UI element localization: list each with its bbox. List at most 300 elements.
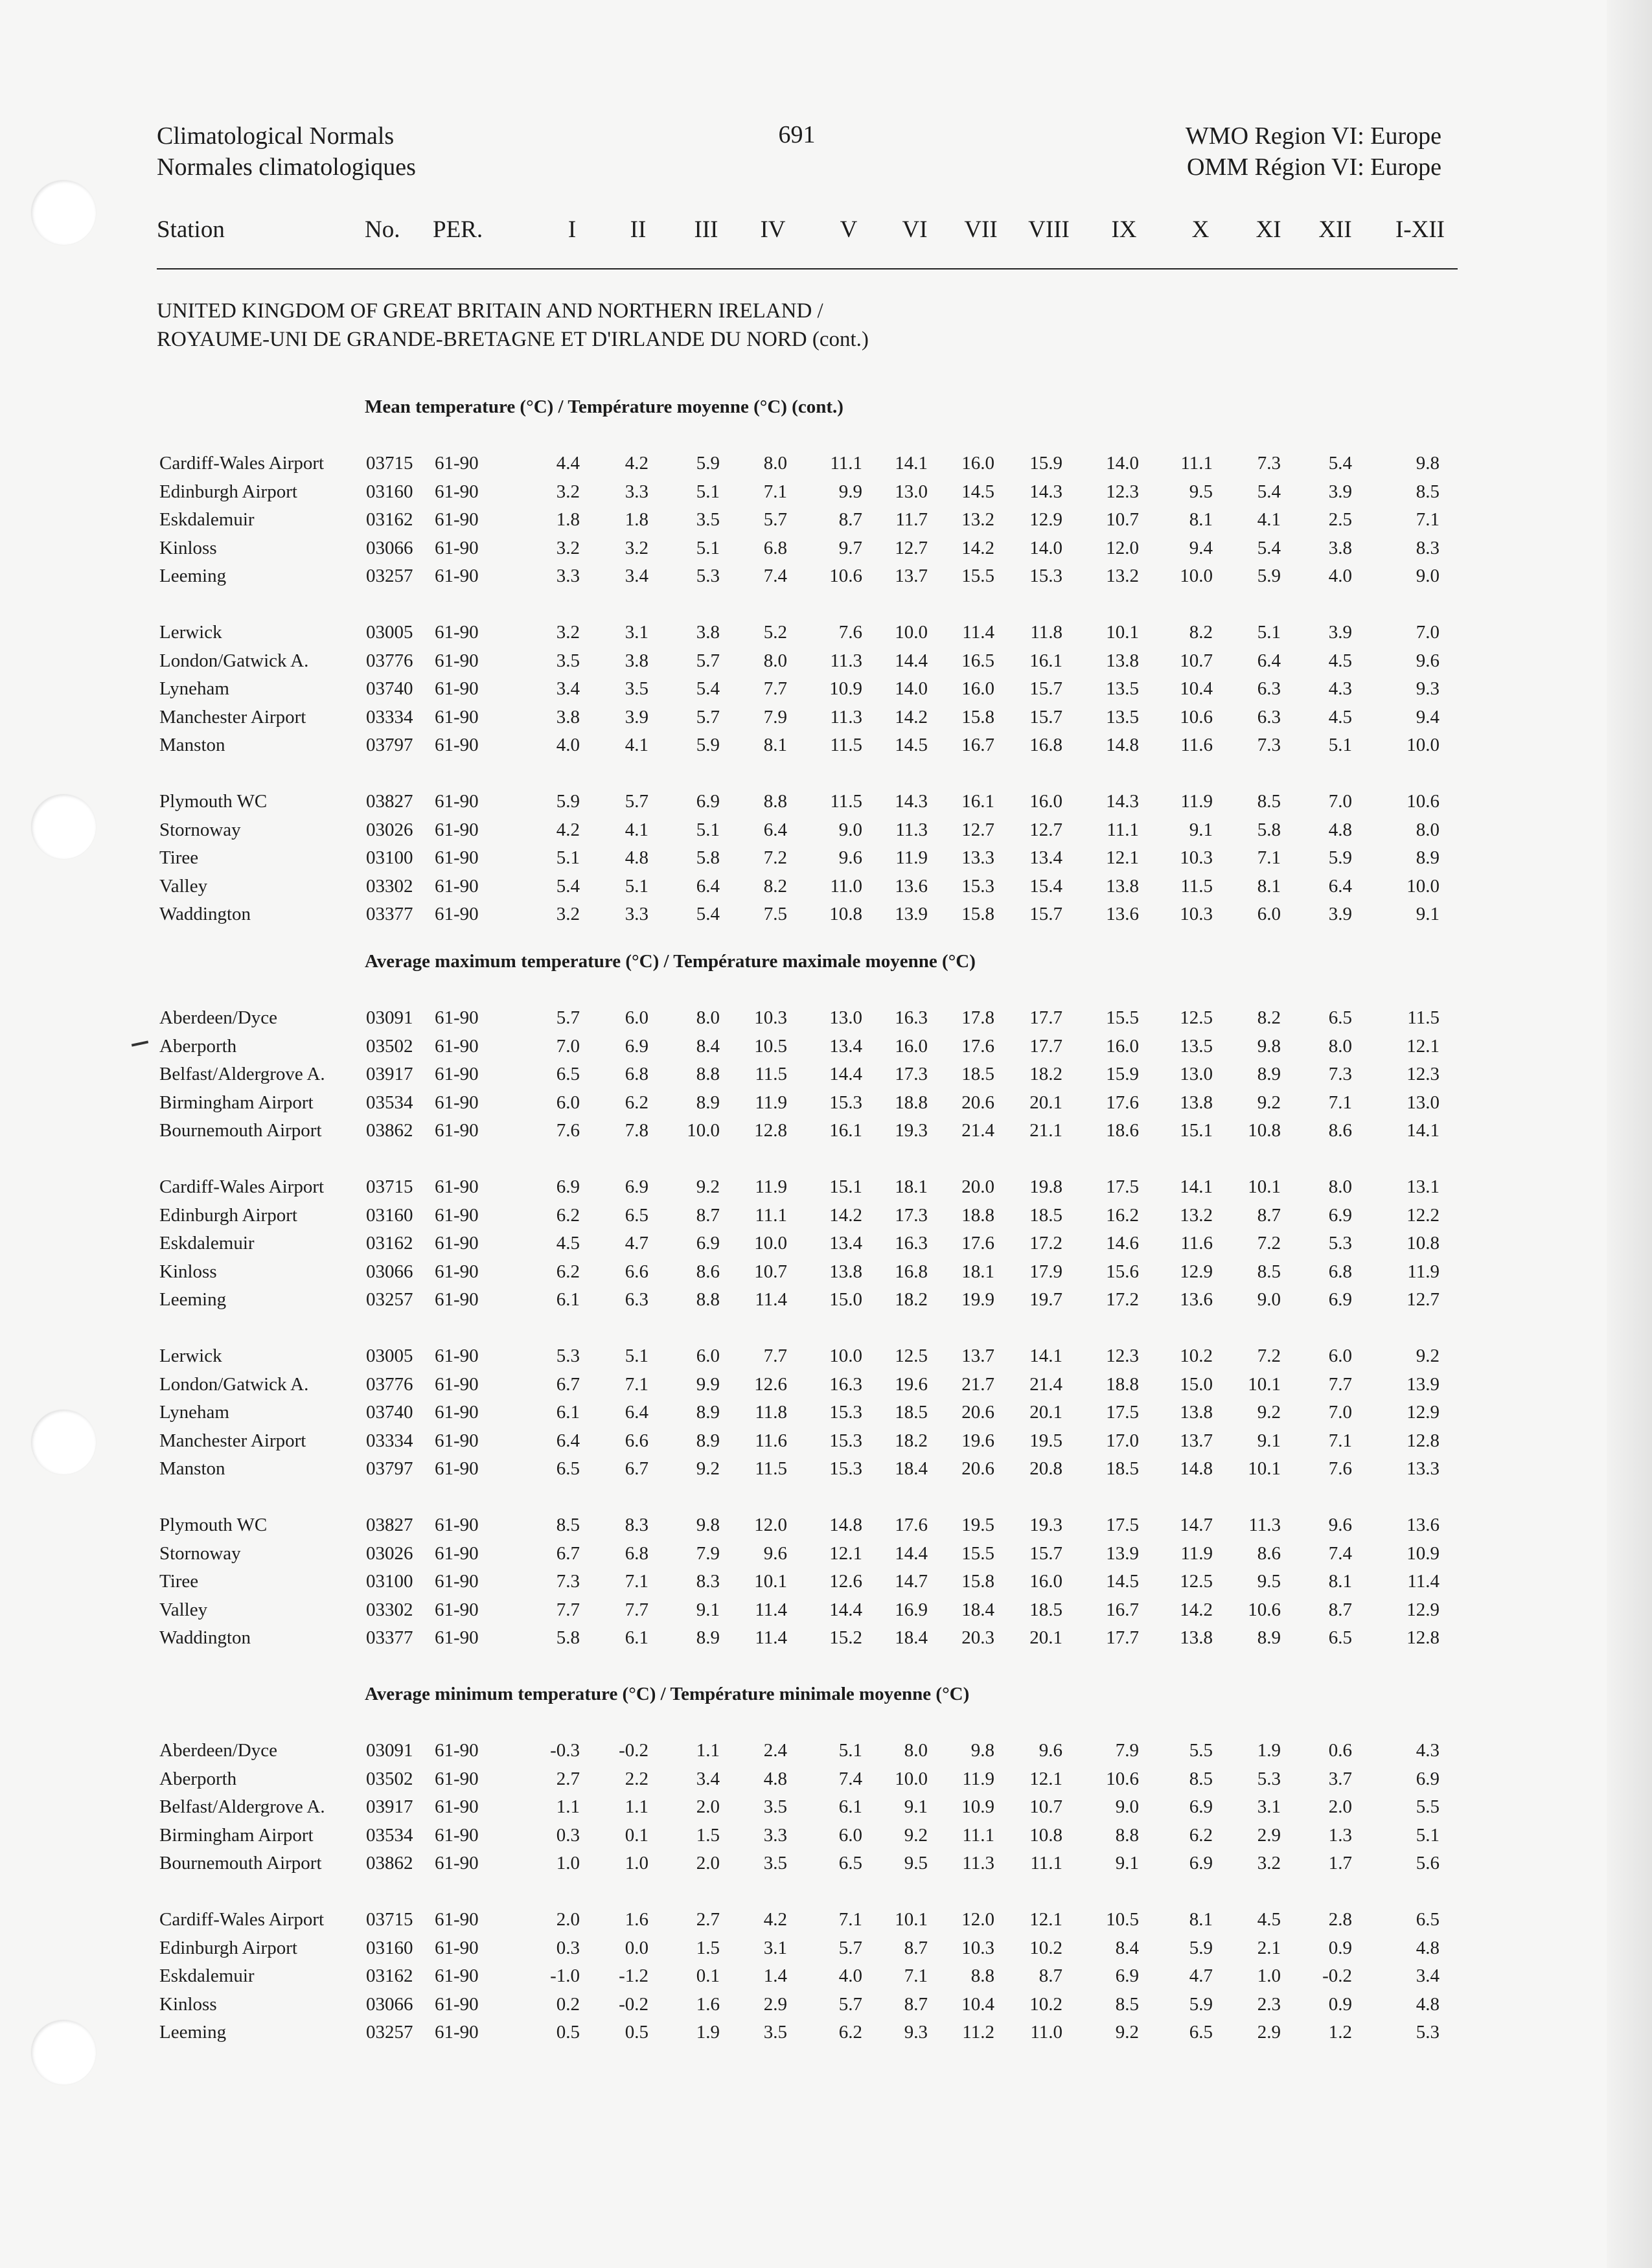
header-region-en: WMO Region VI: Europe xyxy=(1185,122,1441,150)
value-xii: 6.9 xyxy=(1328,1289,1352,1310)
station-name: Aberdeen/Dyce xyxy=(159,1740,277,1761)
value-x: 13.7 xyxy=(1180,1430,1213,1451)
value-ix: 16.7 xyxy=(1106,1599,1139,1620)
station-number: 03100 xyxy=(366,847,413,868)
value-vii: 17.8 xyxy=(961,1007,994,1028)
value-ix: 17.5 xyxy=(1106,1402,1139,1423)
value-xii: 0.9 xyxy=(1328,1994,1352,2015)
period: 61-90 xyxy=(435,1205,479,1226)
value-xi: 9.1 xyxy=(1257,1430,1281,1451)
value-xi: 5.9 xyxy=(1257,566,1281,586)
period: 61-90 xyxy=(435,622,479,643)
value-vii: 14.2 xyxy=(961,538,994,558)
value-viii: 10.2 xyxy=(1029,1994,1062,2015)
value-i: 8.5 xyxy=(556,1515,580,1535)
table-row xyxy=(0,1116,1652,1145)
station-number: 03377 xyxy=(366,904,413,924)
value-viii: 17.9 xyxy=(1029,1261,1062,1282)
station-number: 03091 xyxy=(366,1007,413,1028)
station-number: 03776 xyxy=(366,650,413,671)
value-v: 12.1 xyxy=(829,1543,862,1564)
value-xi: 8.2 xyxy=(1257,1007,1281,1028)
value-i: 2.7 xyxy=(556,1769,580,1789)
station-number: 03502 xyxy=(366,1036,413,1057)
value-x: 9.5 xyxy=(1189,481,1213,502)
value-xi: 8.1 xyxy=(1257,876,1281,897)
value-i: 6.4 xyxy=(556,1430,580,1451)
value-i: 3.5 xyxy=(556,650,580,671)
value-viii: 15.7 xyxy=(1029,1543,1062,1564)
value-xi: 5.1 xyxy=(1257,622,1281,643)
value-iv: 3.5 xyxy=(763,2022,787,2043)
station-name: Waddington xyxy=(159,1627,251,1648)
value-vi: 17.6 xyxy=(895,1515,928,1535)
value-xii: 4.5 xyxy=(1328,650,1352,671)
station-number: 03066 xyxy=(366,1261,413,1282)
value-viii: 19.8 xyxy=(1029,1176,1062,1197)
value-iii: 5.1 xyxy=(696,819,720,840)
value-vi: 10.0 xyxy=(895,622,928,643)
value-vii: 10.4 xyxy=(961,1994,994,2015)
value-ix: 13.9 xyxy=(1106,1543,1139,1564)
value-vi: 13.6 xyxy=(895,876,928,897)
value-v: 5.1 xyxy=(838,1740,862,1761)
value-vii: 8.8 xyxy=(970,1965,994,1986)
value-ii: 3.1 xyxy=(625,622,648,643)
table-row xyxy=(0,1511,1652,1539)
value-vi: 14.3 xyxy=(895,791,928,812)
value-xi: 9.2 xyxy=(1257,1092,1281,1113)
value-i-xii: 10.6 xyxy=(1406,791,1440,812)
value-viii: 14.0 xyxy=(1029,538,1062,558)
value-xi: 5.4 xyxy=(1257,538,1281,558)
value-vii: 18.8 xyxy=(961,1205,994,1226)
value-v: 13.4 xyxy=(829,1233,862,1254)
station-name: Manchester Airport xyxy=(159,1430,306,1451)
value-xii: 6.9 xyxy=(1328,1205,1352,1226)
value-vi: 14.4 xyxy=(895,1543,928,1564)
value-vii: 19.6 xyxy=(961,1430,994,1451)
column-header-vi: VI xyxy=(902,216,928,243)
table-row xyxy=(0,674,1652,703)
value-iv: 7.7 xyxy=(763,678,787,699)
value-iv: 11.9 xyxy=(755,1092,787,1113)
value-ix: 11.1 xyxy=(1107,819,1139,840)
value-ix: 12.3 xyxy=(1106,1346,1139,1366)
value-xii: 8.0 xyxy=(1328,1036,1352,1057)
value-i: 6.5 xyxy=(556,1064,580,1084)
value-ix: 14.6 xyxy=(1106,1233,1139,1254)
value-viii: 15.7 xyxy=(1029,904,1062,924)
value-xii: 7.0 xyxy=(1328,1402,1352,1423)
column-header-xi: XI xyxy=(1256,216,1281,243)
value-vii: 17.6 xyxy=(961,1233,994,1254)
station-name: Belfast/Aldergrove A. xyxy=(159,1064,325,1084)
value-i-xii: 9.8 xyxy=(1416,453,1440,474)
value-i-xii: 4.8 xyxy=(1416,1938,1440,1958)
value-xii: 7.4 xyxy=(1328,1543,1352,1564)
station-number: 03797 xyxy=(366,1458,413,1479)
column-header-xii: XII xyxy=(1318,216,1352,243)
value-i: 5.7 xyxy=(556,1007,580,1028)
period: 61-90 xyxy=(435,1374,479,1395)
value-iv: 11.5 xyxy=(755,1064,787,1084)
value-ii: 7.1 xyxy=(625,1571,648,1592)
value-i: -1.0 xyxy=(550,1965,580,1986)
value-xii: 5.4 xyxy=(1328,453,1352,474)
value-ii: 1.0 xyxy=(625,1853,648,1873)
country-title-en: UNITED KINGDOM OF GREAT BRITAIN AND NORTHERN IRELAND / xyxy=(157,299,823,323)
value-ii: 4.1 xyxy=(625,735,648,755)
value-iii: 9.9 xyxy=(696,1374,720,1395)
value-ix: 12.3 xyxy=(1106,481,1139,502)
value-ii: 3.3 xyxy=(625,481,648,502)
value-iv: 4.8 xyxy=(763,1769,787,1789)
value-iii: 8.0 xyxy=(696,1007,720,1028)
value-v: 6.5 xyxy=(838,1853,862,1873)
value-iii: 5.3 xyxy=(696,566,720,586)
value-x: 6.5 xyxy=(1189,2022,1213,2043)
value-xii: 7.1 xyxy=(1328,1092,1352,1113)
value-i: -0.3 xyxy=(550,1740,580,1761)
value-ix: 14.3 xyxy=(1106,791,1139,812)
value-vi: 10.1 xyxy=(895,1909,928,1930)
value-xi: 8.6 xyxy=(1257,1543,1281,1564)
value-ii: 6.1 xyxy=(625,1627,648,1648)
value-i: 0.2 xyxy=(556,1994,580,2015)
column-header-ix: IX xyxy=(1111,216,1137,243)
station-number: 03797 xyxy=(366,735,413,755)
value-xii: 6.5 xyxy=(1328,1007,1352,1028)
value-i: 4.5 xyxy=(556,1233,580,1254)
value-v: 15.3 xyxy=(829,1092,862,1113)
station-name: Aberporth xyxy=(159,1769,237,1789)
value-iii: 8.8 xyxy=(696,1064,720,1084)
value-i-xii: 13.0 xyxy=(1406,1092,1440,1113)
value-ix: 10.6 xyxy=(1106,1769,1139,1789)
value-i: 6.1 xyxy=(556,1289,580,1310)
value-vi: 8.7 xyxy=(904,1938,928,1958)
value-viii: 15.7 xyxy=(1029,678,1062,699)
value-x: 6.9 xyxy=(1189,1796,1213,1817)
value-v: 13.4 xyxy=(829,1036,862,1057)
value-xi: 6.4 xyxy=(1257,650,1281,671)
value-i: 6.5 xyxy=(556,1458,580,1479)
value-xi: 2.3 xyxy=(1257,1994,1281,2015)
value-xi: 10.1 xyxy=(1248,1176,1281,1197)
value-i-xii: 9.6 xyxy=(1416,650,1440,671)
value-v: 10.9 xyxy=(829,678,862,699)
value-x: 12.5 xyxy=(1180,1571,1213,1592)
value-iv: 10.0 xyxy=(754,1233,787,1254)
value-x: 11.6 xyxy=(1180,1233,1213,1254)
value-v: 11.1 xyxy=(830,453,862,474)
value-i-xii: 8.3 xyxy=(1416,538,1440,558)
value-xii: 0.9 xyxy=(1328,1938,1352,1958)
value-i-xii: 10.0 xyxy=(1406,735,1440,755)
value-iii: 0.1 xyxy=(696,1965,720,1986)
station-name: Cardiff-Wales Airport xyxy=(159,453,325,474)
value-ix: 13.8 xyxy=(1106,876,1139,897)
value-xi: 9.0 xyxy=(1257,1289,1281,1310)
page-number: 691 xyxy=(778,121,816,148)
station-name: Valley xyxy=(159,1599,208,1620)
value-iii: 8.9 xyxy=(696,1402,720,1423)
table-row xyxy=(0,1793,1652,1821)
value-vii: 15.5 xyxy=(961,1543,994,1564)
value-v: 11.3 xyxy=(830,707,862,727)
table-row xyxy=(0,1285,1652,1314)
station-number: 03715 xyxy=(366,453,413,474)
value-i: 5.3 xyxy=(556,1346,580,1366)
value-iv: 12.0 xyxy=(754,1515,787,1535)
header-region-fr: OMM Région VI: Europe xyxy=(1187,154,1441,181)
value-ix: 10.1 xyxy=(1106,622,1139,643)
value-iv: 11.4 xyxy=(755,1627,787,1648)
value-vi: 11.3 xyxy=(895,819,928,840)
period: 61-90 xyxy=(435,481,479,502)
column-header-vii: VII xyxy=(964,216,998,243)
period: 61-90 xyxy=(435,1994,479,2015)
value-ii: 7.1 xyxy=(625,1374,648,1395)
value-ix: 8.4 xyxy=(1115,1938,1139,1958)
value-i: 7.3 xyxy=(556,1571,580,1592)
period: 61-90 xyxy=(435,1571,479,1592)
value-ix: 14.0 xyxy=(1106,453,1139,474)
value-vi: 11.9 xyxy=(895,847,928,868)
table-row xyxy=(0,731,1652,759)
value-iv: 10.7 xyxy=(754,1261,787,1282)
value-viii: 12.7 xyxy=(1029,819,1062,840)
period: 61-90 xyxy=(435,1769,479,1789)
value-iv: 11.4 xyxy=(755,1599,787,1620)
value-ix: 17.2 xyxy=(1106,1289,1139,1310)
table-row xyxy=(0,1342,1652,1370)
value-iv: 8.1 xyxy=(763,735,787,755)
value-i-xii: 12.8 xyxy=(1406,1627,1440,1648)
value-xii: 6.4 xyxy=(1328,876,1352,897)
value-vi: 19.3 xyxy=(895,1120,928,1141)
value-iii: 9.2 xyxy=(696,1176,720,1197)
column-header-iii: III xyxy=(694,216,718,243)
value-v: 7.1 xyxy=(838,1909,862,1930)
table-row xyxy=(0,1426,1652,1455)
value-i: 6.7 xyxy=(556,1374,580,1395)
value-x: 6.9 xyxy=(1189,1853,1213,1873)
station-name: Aberdeen/Dyce xyxy=(159,1007,277,1028)
table-row xyxy=(0,703,1652,731)
value-iii: 2.0 xyxy=(696,1853,720,1873)
value-i: 5.1 xyxy=(556,847,580,868)
value-vi: 16.3 xyxy=(895,1233,928,1254)
value-ix: 17.7 xyxy=(1106,1627,1139,1648)
value-ix: 17.5 xyxy=(1106,1515,1139,1535)
value-viii: 16.8 xyxy=(1029,735,1062,755)
value-viii: 10.8 xyxy=(1029,1825,1062,1846)
value-x: 5.5 xyxy=(1189,1740,1213,1761)
station-name: Bournemouth Airport xyxy=(159,1853,322,1873)
value-vii: 15.3 xyxy=(961,876,994,897)
value-iv: 7.1 xyxy=(763,481,787,502)
value-ix: 7.9 xyxy=(1115,1740,1139,1761)
value-iv: 8.0 xyxy=(763,650,787,671)
value-vi: 12.7 xyxy=(895,538,928,558)
value-v: 15.1 xyxy=(829,1176,862,1197)
value-xii: 1.2 xyxy=(1328,2022,1352,2043)
value-i: 2.0 xyxy=(556,1909,580,1930)
value-i: 3.8 xyxy=(556,707,580,727)
value-i-xii: 10.9 xyxy=(1406,1543,1440,1564)
value-xii: 1.7 xyxy=(1328,1853,1352,1873)
value-viii: 8.7 xyxy=(1038,1965,1062,1986)
value-xii: 8.7 xyxy=(1328,1599,1352,1620)
table-row xyxy=(0,1990,1652,2019)
value-iv: 10.5 xyxy=(754,1036,787,1057)
value-i-xii: 11.9 xyxy=(1407,1261,1440,1282)
value-i: 6.2 xyxy=(556,1205,580,1226)
value-iii: 1.1 xyxy=(696,1740,720,1761)
value-iv: 6.8 xyxy=(763,538,787,558)
value-iii: 10.0 xyxy=(687,1120,720,1141)
table-row xyxy=(0,1567,1652,1596)
station-number: 03740 xyxy=(366,1402,413,1423)
value-xi: 9.2 xyxy=(1257,1402,1281,1423)
value-viii: 17.7 xyxy=(1029,1036,1062,1057)
value-ix: 17.0 xyxy=(1106,1430,1139,1451)
value-xi: 10.1 xyxy=(1248,1374,1281,1395)
value-x: 11.9 xyxy=(1180,1543,1213,1564)
value-viii: 19.5 xyxy=(1029,1430,1062,1451)
value-xii: 9.6 xyxy=(1328,1515,1352,1535)
value-i-xii: 6.9 xyxy=(1416,1769,1440,1789)
value-i-xii: 11.5 xyxy=(1407,1007,1440,1028)
value-v: 11.5 xyxy=(830,735,862,755)
period: 61-90 xyxy=(435,1853,479,1873)
station-number: 03257 xyxy=(366,2022,413,2043)
period: 61-90 xyxy=(435,650,479,671)
value-iv: 11.1 xyxy=(755,1205,787,1226)
station-name: Leeming xyxy=(159,1289,227,1310)
station-number: 03162 xyxy=(366,509,413,530)
section-title: Average minimum temperature (°C) / Température minimale moyenne (°C) xyxy=(365,1684,970,1704)
table-row xyxy=(0,900,1652,928)
value-ix: 13.6 xyxy=(1106,904,1139,924)
value-i: 0.5 xyxy=(556,2022,580,2043)
value-v: 14.8 xyxy=(829,1515,862,1535)
value-i-xii: 12.1 xyxy=(1406,1036,1440,1057)
station-number: 03302 xyxy=(366,1599,413,1620)
value-viii: 12.1 xyxy=(1029,1769,1062,1789)
value-xii: 8.0 xyxy=(1328,1176,1352,1197)
value-iii: 3.4 xyxy=(696,1769,720,1789)
value-i-xii: 7.0 xyxy=(1416,622,1440,643)
period: 61-90 xyxy=(435,1233,479,1254)
value-iii: 5.8 xyxy=(696,847,720,868)
value-v: 13.8 xyxy=(829,1261,862,1282)
value-ii: 3.9 xyxy=(625,707,648,727)
period: 61-90 xyxy=(435,1092,479,1113)
station-name: Kinloss xyxy=(159,1261,217,1282)
value-i: 5.8 xyxy=(556,1627,580,1648)
value-xii: 7.0 xyxy=(1328,791,1352,812)
value-i: 4.2 xyxy=(556,819,580,840)
value-vii: 15.5 xyxy=(961,566,994,586)
value-viii: 18.2 xyxy=(1029,1064,1062,1084)
value-vii: 18.4 xyxy=(961,1599,994,1620)
value-viii: 19.3 xyxy=(1029,1515,1062,1535)
value-vii: 19.5 xyxy=(961,1515,994,1535)
value-i-xii: 11.4 xyxy=(1407,1571,1440,1592)
station-number: 03302 xyxy=(366,876,413,897)
station-number: 03160 xyxy=(366,481,413,502)
value-viii: 17.7 xyxy=(1029,1007,1062,1028)
value-i: 6.1 xyxy=(556,1402,580,1423)
value-iv: 11.9 xyxy=(755,1176,787,1197)
value-ii: 6.8 xyxy=(625,1543,648,1564)
value-vi: 16.9 xyxy=(895,1599,928,1620)
value-xii: 5.1 xyxy=(1328,735,1352,755)
value-iv: 8.0 xyxy=(763,453,787,474)
station-name: Stornoway xyxy=(159,819,241,840)
value-iii: 3.5 xyxy=(696,509,720,530)
value-x: 10.2 xyxy=(1180,1346,1213,1366)
value-x: 13.5 xyxy=(1180,1036,1213,1057)
value-xi: 10.1 xyxy=(1248,1458,1281,1479)
value-x: 8.2 xyxy=(1189,622,1213,643)
value-vii: 13.2 xyxy=(961,509,994,530)
value-i: 6.0 xyxy=(556,1092,580,1113)
value-ii: -1.2 xyxy=(619,1965,648,1986)
table-row xyxy=(0,1032,1652,1060)
value-iii: 1.9 xyxy=(696,2022,720,2043)
station-name: Cardiff-Wales Airport xyxy=(159,1909,325,1930)
value-v: 15.3 xyxy=(829,1430,862,1451)
value-i-xii: 13.6 xyxy=(1406,1515,1440,1535)
table-row xyxy=(0,1257,1652,1286)
value-viii: 21.1 xyxy=(1029,1120,1062,1141)
value-i-xii: 4.3 xyxy=(1416,1740,1440,1761)
value-v: 6.2 xyxy=(838,2022,862,2043)
value-vi: 14.0 xyxy=(895,678,928,699)
station-name: Tiree xyxy=(159,847,199,868)
value-ii: 6.5 xyxy=(625,1205,648,1226)
value-ix: 12.0 xyxy=(1106,538,1139,558)
value-v: 9.9 xyxy=(838,481,862,502)
value-v: 6.0 xyxy=(838,1825,862,1846)
value-ix: 14.5 xyxy=(1106,1571,1139,1592)
value-x: 11.1 xyxy=(1180,453,1213,474)
table-row xyxy=(0,1905,1652,1934)
station-number: 03100 xyxy=(366,1571,413,1592)
value-x: 15.1 xyxy=(1180,1120,1213,1141)
value-x: 13.8 xyxy=(1180,1402,1213,1423)
value-xii: 8.1 xyxy=(1328,1571,1352,1592)
value-iv: 5.7 xyxy=(763,509,787,530)
value-vi: 14.7 xyxy=(895,1571,928,1592)
value-i-xii: 10.0 xyxy=(1406,876,1440,897)
value-i-xii: 7.1 xyxy=(1416,509,1440,530)
column-header-ii: II xyxy=(630,216,647,243)
value-iv: 11.8 xyxy=(755,1402,787,1423)
table-row xyxy=(0,1539,1652,1568)
value-iv: 4.2 xyxy=(763,1909,787,1930)
value-ii: 4.8 xyxy=(625,847,648,868)
station-name: Stornoway xyxy=(159,1543,241,1564)
value-ii: 4.7 xyxy=(625,1233,648,1254)
value-xi: 4.1 xyxy=(1257,509,1281,530)
value-ii: 6.9 xyxy=(625,1036,648,1057)
station-name: London/Gatwick A. xyxy=(159,1374,309,1395)
